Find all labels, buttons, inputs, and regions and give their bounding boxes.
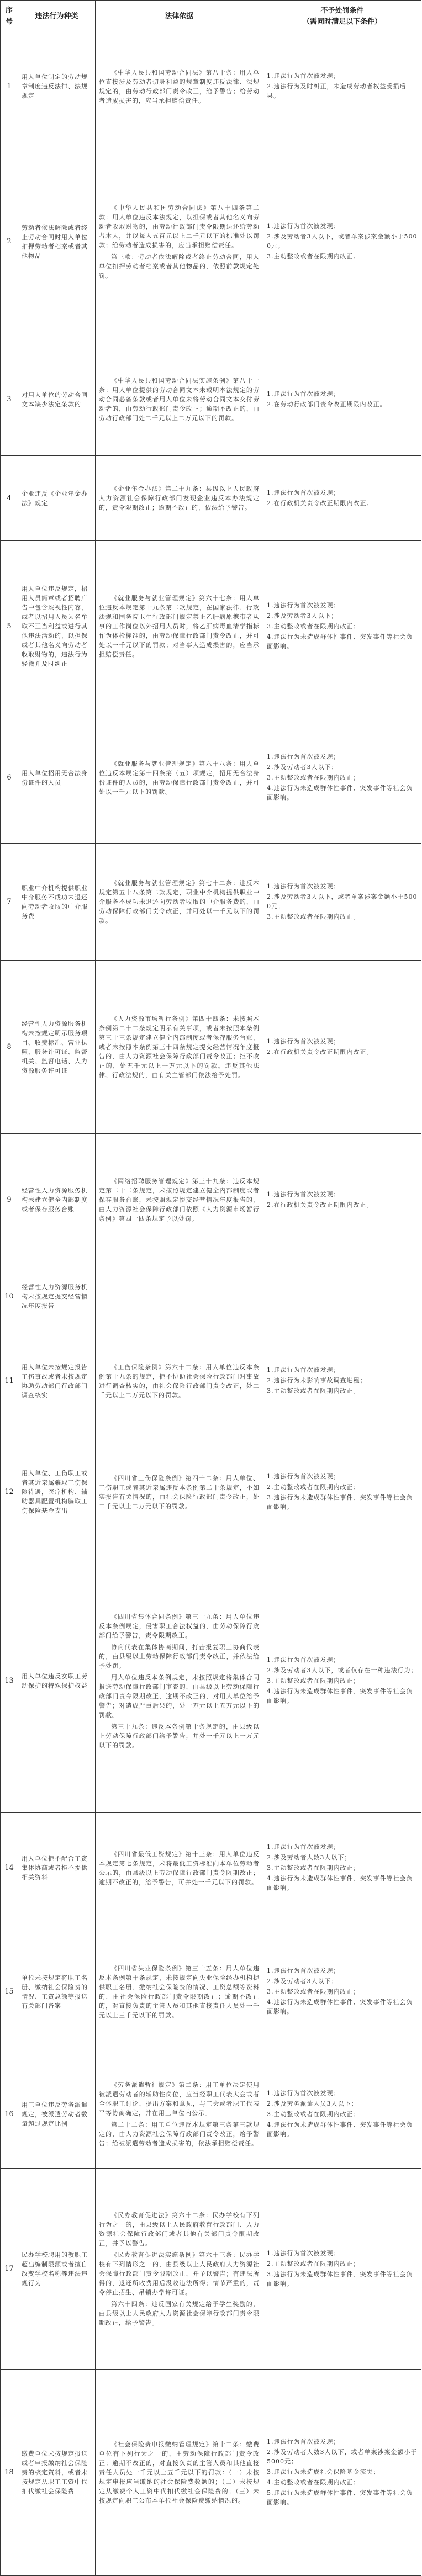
condition-item: 3.主动整改或者在限期内改正； (267, 623, 360, 630)
legal-basis-paragraph: 《中华人民共和国劳动合同法实施条例》第八十一条：用人单位提供的劳动合同文本未载明本法规定的劳动合同必备条款或者用人单位未将劳动合同文本交付劳动者的，由劳动行政部门责令改正；逾期不改正的，由劳动行政部门处二千元以上二万元以下的罚款。 (99, 377, 260, 422)
violation-type: 劳动者依法解除或者终止劳动合同时用人单位扣押劳动者档案或者其他物品 (18, 140, 96, 343)
condition-item: 1.违法行为首次被发现； (267, 1967, 340, 1974)
table-row (1, 712, 421, 844)
legal-basis (96, 33, 263, 140)
condition-item: 4.违法行为未造成群体性事件、突发事件等社会负面影响。 (267, 785, 413, 801)
exemption-conditions (263, 1813, 421, 1923)
row-number: 3 (1, 343, 18, 456)
exemption-conditions (263, 1327, 421, 1435)
violation-type: 缴费单位未按规定报送或者申报缴纳社会保险费的核定资料，或者未按规定从职工工资中代扣代缴社会保险费 (18, 2370, 96, 2576)
legal-basis-paragraph: 协商代表在集体协商期间，打击报复职工协商代表的，由县级以上劳动保障行政部门责令改正，并依法给予处罚。 (99, 1643, 260, 1669)
legal-basis-paragraph: 《网络招聘服务管理规定》第三十九条：违反本规定第二十二条规定，未按照规定建立健全内部制度或者保存服务台账，未按照规定提交经营情况年度报告的，由人力资源社会保障行政部门依照《人力资源市场暂行条例》第四十四条规定予以处罚。 (99, 1178, 260, 1222)
table-row (1, 1327, 421, 1435)
condition-item: 3.主动整改或者在限期内改正； (267, 1864, 360, 1872)
condition-item: 1.违法行为首次被发现； (267, 1656, 340, 1663)
condition-item: 2.在劳动行政部门责令改正期限内改正。 (267, 400, 387, 408)
condition-item: 2.涉及劳动者3人以下，或者单案涉案金额小于5000元； (267, 893, 418, 910)
table-row (1, 1923, 421, 2060)
condition-item: 2.在行政机关责令改正期限内改正。 (267, 499, 373, 507)
condition-item: 2.涉及劳动者人数3人以下，或者单案涉案金额小于5000元； (267, 2448, 418, 2465)
violation-type: 用人单位未按规定报告工伤事故或者未按规定协助劳动部门行政部门调查核实 (18, 1327, 96, 1435)
condition-item: 3.主动整改或者在限期内改正； (267, 1988, 360, 1995)
row-number: 2 (1, 140, 18, 343)
legal-basis-paragraph: 第六十四条：违反国家有关规定给予学生奖励的，由县级以上人民政府人力资源社会保障行政部门责令限期改正，给予警告。 (99, 2300, 260, 2326)
header-no: 序号 (1, 1, 18, 33)
table-row (1, 961, 421, 1134)
row-number: 14 (1, 1813, 18, 1923)
legal-basis (96, 844, 263, 961)
condition-item: 1.违法行为首次被发现； (267, 72, 340, 79)
exemption-conditions (263, 140, 421, 343)
header-conditions (263, 1, 421, 33)
legal-basis (96, 1327, 263, 1435)
legal-basis-paragraph: 《中华人民共和国劳动合同法》第八十四条第二款：用人单位违反本法规定，以担保或者其他名义向劳动者收取财物的，由劳动行政部门责令限期退还给劳动者本人，并以每人五百元以上二千元以下的标准处以罚款；给劳动者造成损害的，应当承担赔偿责任。 (99, 204, 260, 249)
row-number: 10 (1, 1266, 18, 1327)
condition-item: 2.在行政机关责令改正期限内改正。 (267, 1201, 373, 1209)
condition-item: 2.涉及劳动者3人以下； (267, 764, 338, 771)
table-row (1, 33, 421, 140)
legal-basis-paragraph: 《就业服务与就业管理规定》第六十八条：用人单位违反本规定第十四条第（五）项规定，招用无合法身份证件的人员的，由劳动保障行政部门责令改正，并可处以一千元以下的罚款。 (99, 760, 260, 796)
legal-basis (96, 1435, 263, 1549)
exemption-conditions (263, 712, 421, 844)
condition-item: 4.违法行为未造成群体性事件、突发事件等社会负面影响。 (267, 2121, 413, 2138)
condition-item: 3.主动整改或者在限期内改正。 (267, 913, 360, 920)
violation-type: 用人单位违反规定，招用人员简章或者招聘广告中包含歧视性内容，或者以招用人员为名牟取不正当利益或进行其他违法活动的，以担保或者其他名义向劳动者收取财物的，违法行为轻微并及时纠正 (18, 541, 96, 712)
table-row (1, 541, 421, 712)
legal-basis (96, 1813, 263, 1923)
exemption-conditions (263, 33, 421, 140)
legal-basis-paragraph: 用人单位违反本条例规定，未按照规定将集体合同报送劳动保障行政部门审查的，由县级以上劳动保障行政部门责令限期改正，逾期不改正的，对用人单位给予警告；对造成严重后果的，处一万元以上五万元以下的罚款。 (99, 1673, 260, 1719)
row-number: 15 (1, 1923, 18, 2060)
legal-basis-paragraph: 《四川省最低工资规定》第十三条：用人单位违反本规定第七条规定，未将最低工资标准向本单位劳动者公示的，由县级以上劳动保障行政部门责令限期改正；逾期不改正的，给予警告，可并处一千元以下的罚款。 (99, 1850, 260, 1886)
row-number: 1 (1, 33, 18, 140)
legal-basis (96, 1549, 263, 1813)
exemption-conditions (263, 541, 421, 712)
violation-type: 经营性人力资源服务机构未建立健全内部制度或者保存服务台账 (18, 1134, 96, 1266)
header-type: 违法行为种类 (18, 1, 96, 33)
condition-item: 1.违法行为首次被发现； (267, 602, 340, 609)
legal-basis-paragraph: 《就业服务与就业管理规定》第七十二条：违反本规定第五十八条第二款规定，职业中介机构提供职业中介服务不成功未退还向劳动者收取的中介服务费的，由劳动保障行政部门责令改正，并可处以一千元以下的罚款。 (99, 879, 260, 924)
exemption-conditions (263, 1435, 421, 1549)
condition-item: 4.主动整改或者在限期内改正； (267, 2479, 360, 2486)
condition-item: 2.主动整改或者在限期内改正； (267, 1483, 360, 1491)
legal-basis (96, 456, 263, 541)
table-row (1, 140, 421, 343)
condition-item: 3.主动整改或者在限期内改正。 (267, 1387, 360, 1395)
violation-type: 用人单位招用无合法身份证件的人员 (18, 712, 96, 844)
legal-basis-paragraph: 第三十九条：违反本条例第十条规定的，由县级以上劳动保障行政部门给予警告，并处一千元以上一万元以下的罚款。 (99, 1722, 260, 1749)
condition-item: 1.违法行为首次被发现； (267, 2249, 340, 2257)
condition-item: 3.主动整改或者在限期内改正； (267, 2111, 360, 2118)
condition-item: 1.违法行为首次被发现； (267, 1037, 340, 1045)
table-row (1, 1266, 421, 1327)
legal-basis-paragraph: 《民办教育促进法实施条例》第六十三条：民办学校有下列情形之一的，由县级以上人民政府人力资源社会保障行政部门责令限期改正，并予以警告；有违法所得的，退还所收费用后没收违法所得；情节严重的，责令停止招生、吊销办学许可证。 (99, 2251, 260, 2296)
row-number: 12 (1, 1435, 18, 1549)
header-conditions-line2: （需同时满足以下条件） (302, 18, 382, 26)
exemption-conditions (263, 1549, 421, 1813)
legal-basis (96, 2060, 263, 2169)
legal-basis-paragraph: 《四川省集体合同条例》第三十九条：用人单位违反本条例规定，侵害职工合法权益的，由劳动保障行政部门给予警告，责令限期改正。 (99, 1613, 260, 1639)
legal-basis (96, 140, 263, 343)
table-row (1, 2169, 421, 2370)
legal-basis (96, 541, 263, 712)
row-number: 17 (1, 2169, 18, 2370)
legal-basis (96, 1266, 263, 1327)
row-number: 5 (1, 541, 18, 712)
exemption-conditions (263, 456, 421, 541)
condition-item: 3.主动整改或者在限期内改正； (267, 1677, 360, 1684)
exemption-conditions (263, 2060, 421, 2169)
condition-item: 2.在行政机关责令改正期限内改正。 (267, 1048, 373, 1056)
condition-item: 1.违法行为首次被发现； (267, 2090, 340, 2097)
violation-type: 用工单位违反劳务派遣规定，被派遣劳动者数量超过规定比例 (18, 2060, 96, 2169)
table-row (1, 2370, 421, 2576)
condition-item: 2.涉及劳动者人数3人以下； (267, 1854, 351, 1861)
legal-basis-paragraph: 《民办教育促进法》第六十二条：民办学校有下列行为之一的，由县级以上人民政府教育行政部门、人力资源社会保障行政部门或者其他有关部门责令限期改正，并予以警告。 (99, 2211, 260, 2247)
violation-type: 经营性人力资源服务机构未按规定提交经营情况年度报告 (18, 1266, 96, 1327)
legal-basis (96, 961, 263, 1134)
condition-item: 1.违法行为首次被发现； (267, 1843, 340, 1851)
violation-type: 单位未按规定将职工名册、缴纳社会保险费的情况、工资总额等报送有关部门备案 (18, 1923, 96, 2060)
condition-item: 1.违法行为首次被发现； (267, 1472, 340, 1480)
table-row (1, 2060, 421, 2169)
condition-item: 1.违法行为首次被发现； (267, 222, 340, 230)
row-number: 11 (1, 1327, 18, 1435)
condition-item: 5.违法行为未造成群体性事件、突发事件等社会负面影响。 (267, 2489, 413, 2506)
table-row (1, 343, 421, 456)
row-number: 9 (1, 1134, 18, 1266)
condition-item: 2.涉及劳动者3人以下； (267, 612, 338, 619)
condition-item: 4.违法行为未造成群体性事件、突发事件等社会负面影响。 (267, 1688, 413, 1704)
violation-type: 用人单位拒不配合工资集体协商或者拒不提供相关资料 (18, 1813, 96, 1923)
condition-item: 1.违法行为首次被发现； (267, 390, 340, 397)
header-law: 法律依据 (96, 1, 263, 33)
condition-item: 2.违法行为未影响事故调查进程； (267, 1377, 367, 1384)
row-number: 4 (1, 456, 18, 541)
legal-basis-paragraph: 第三款：劳动者依法解除或者终止劳动合同，用人单位扣押劳动者档案或者其他物品的，依照前款规定处罚。 (99, 253, 260, 279)
legal-basis-paragraph: 《四川省失业保险条例》第三十五条：用人单位违反本条例第十条规定，未按规定向失业保险经办机构提供职工名册、缴纳社会保险费的情况、工资总额等资料的，由社会保险行政部门责令限期改正；逾期不改正的，对直接负责的主管人员和其他直接责任人员处一千元以上三千元以下的罚款。 (99, 1964, 260, 2019)
condition-item: 1.违法行为首次被发现； (267, 1366, 340, 1374)
condition-item: 2.涉及劳动者3人以下，或者单案涉案金额小于5000元； (267, 232, 418, 250)
header-conditions-line1: 不予处罚条件 (320, 7, 364, 15)
row-number: 8 (1, 961, 18, 1134)
violation-type: 企业违反《企业年金办法》规定 (18, 456, 96, 541)
condition-item: 3.主动整改或者在限期内改正。 (267, 252, 360, 260)
legal-basis-paragraph: 《企业年金办法》第二十九条：县级以上人民政府人力资源社会保障行政部门发现企业违反本办法规定的，责令限期改正；逾期不改正的，依法给予警告。 (99, 485, 260, 511)
legal-basis-paragraph: 第二十二条：用工单位违反本规定第三条第三款规定的，由人力资源社会保障行政部门责令改正，给予警告；给被派遣劳动者造成损害的，依法承担赔偿责任。 (99, 2121, 260, 2147)
legal-basis-paragraph: 《中华人民共和国劳动合同法》第八十条：用人单位直接涉及劳动者切身利益的规章制度违反法律、法规规定的，由劳动行政部门责令改正，给予警告；给劳动者造成损害的，应当承担赔偿责任。 (99, 68, 260, 104)
condition-item: 1.违法行为首次被发现； (267, 489, 340, 496)
condition-item: 3.违法行为未造成社会保险基金流失； (267, 2468, 380, 2476)
legal-basis-paragraph: 《劳务派遣暂行规定》第二条：用工单位决定使用被派遣劳动者的辅助性岗位，应当经职工代表大会或者全体职工讨论，提出方案和意见，与工会或者职工代表平等协商确定，并在用工单位内公示。 (99, 2081, 260, 2117)
exemption-conditions (263, 1923, 421, 2060)
legal-basis (96, 712, 263, 844)
violation-type: 民办学校聘用的教职工超出编制限额或者擅自改变学校名称等违法违规行为 (18, 2169, 96, 2370)
table-row (1, 1435, 421, 1549)
row-number: 7 (1, 844, 18, 961)
table-row (1, 456, 421, 541)
violation-type: 对用人单位的劳动合同文本缺少法定条款的 (18, 343, 96, 456)
legal-basis (96, 1923, 263, 2060)
exemption-conditions (263, 1134, 421, 1266)
legal-basis-paragraph: 《就业服务与就业管理规定》第六十七条：用人单位违反本规定第十九条第二款规定，在国家法律、行政法规和国务院卫生行政部门规定禁止乙肝病原携带者从事的工作岗位以外招用人员时，将乙肝病毒血清学指标作为体检标准的，由劳动保障行政部门责令改正，并可处以一千元以下的罚款；对当事人造成损害的，应当承担赔偿责任。 (99, 595, 260, 658)
legal-basis (96, 343, 263, 456)
condition-item: 3.主动整改或者在限期内改正； (267, 774, 360, 781)
table-row (1, 844, 421, 961)
exemption-conditions (263, 1266, 421, 1327)
exemption-conditions (263, 844, 421, 961)
legal-basis (96, 2169, 263, 2370)
legal-basis-paragraph: 《社会保险费申报缴纳管理规定》第十二条：缴费单位有下列行为之一的，由劳动保障行政部门责令改正；逾期不改正的，对直接负责的主管人员和其他直接责任人员处一千元以上五千元以下的罚款：（一）未按规定申报应当缴纳的社会保险费数额的；（二）未按规定从缴费个人工资中代扣代缴社会保险费的；（三）未按规定向职工公布本单位社会保险费缴纳情况的。 (99, 2441, 260, 2504)
condition-item: 2.主动整改或者在限期内改正； (267, 2260, 360, 2267)
row-number: 16 (1, 2060, 18, 2169)
condition-item: 3.违法行为未造成群体性事件、突发事件等社会负面影响。 (267, 1493, 413, 1510)
condition-item: 4.违法行为未造成群体性事件、突发事件等社会负面影响。 (267, 633, 413, 650)
violation-type: 经营性人力资源服务机构未按规定明示服务项目、收费标准、营业执照、服务许可证、监督机关、监督电话、人力资源服务许可证 (18, 961, 96, 1134)
table-row (1, 1813, 421, 1923)
legal-basis-paragraph: 《工伤保险条例》第六十二条：用人单位违反本条例第十九条的规定，拒不协助社会保险行政部门对事故进行调查核实的，由社会保险行政部门责令改正，处二千元以上二万元以下的罚款。 (99, 1363, 260, 1399)
violation-type: 用人单位、工伤职工或者其近亲属骗取工伤保险待遇，医疗机构、辅助器具配置机构骗取工伤保险基金支出 (18, 1435, 96, 1549)
exemption-conditions (263, 961, 421, 1134)
legal-basis (96, 1134, 263, 1266)
violation-type: 用人单位制定的劳动规章制度违反法律、法规规定 (18, 33, 96, 140)
violation-type: 职业中介机构提供职业中介服务不成功未退还向劳动者收取的中介服务费 (18, 844, 96, 961)
condition-item: 2.涉及劳动者3人以下； (267, 1978, 338, 1985)
condition-item: 3.违法行为未造成群体性事件、突发事件等社会负面影响。 (267, 2270, 413, 2287)
table-row (1, 1134, 421, 1266)
exemption-conditions (263, 2169, 421, 2370)
condition-item: 4.违法行为未造成群体性事件、突发事件等社会负面影响。 (267, 1999, 413, 2015)
row-number: 6 (1, 712, 18, 844)
violation-type: 用人单位违反女职工劳动保护的特殊保护权益 (18, 1549, 96, 1813)
exemption-conditions (263, 2370, 421, 2576)
condition-item: 2.涉及劳务派遣人员3人以下； (267, 2100, 358, 2107)
row-number: 18 (1, 2370, 18, 2576)
exemption-conditions (263, 343, 421, 456)
table-header-row (1, 1, 421, 33)
condition-item: 2.违法行为及时纠正，未造成劳动者权益受损后果。 (267, 83, 407, 99)
table-row (1, 1549, 421, 1813)
condition-item: 1.违法行为首次被发现； (267, 2438, 340, 2445)
condition-item: 1.违法行为首次被发现； (267, 882, 340, 890)
condition-item: 1.违法行为首次被发现； (267, 1190, 340, 1198)
condition-item: 1.违法行为首次被发现； (267, 753, 340, 760)
legal-basis-paragraph: 《人力资源市场暂行条例》第四十四条：未按照本条例第二十二条规定明示有关事项，或者未按照本条例第三十三条规定建立健全内部制度或者保存服务台账，或者未按照本条例第三十四条规定提交经营情况年度报告的，由人力资源社会保障行政部门责令改正；拒不改正的，处五千元以上一万元以下的罚款。违反其他法律、行政法规的，由有关主管部门依法给予处罚。 (99, 1015, 260, 1079)
row-number: 13 (1, 1549, 18, 1813)
condition-item: 4.违法行为未造成群体性事件、突发事件等社会负面影响。 (267, 1875, 413, 1891)
condition-item: 2.涉及劳动者3人以下，或者仅存在一种违法行为； (267, 1667, 418, 1674)
legal-basis (96, 2370, 263, 2576)
legal-basis-paragraph: 《四川省工伤保险条例》第四十二条：用人单位、工伤职工或者其近亲属违反本条例第二十条规定，不如实报告有关情况的，由社会保险行政部门责令改正，处二千元以上二万元以下的罚款。 (99, 1474, 260, 1510)
